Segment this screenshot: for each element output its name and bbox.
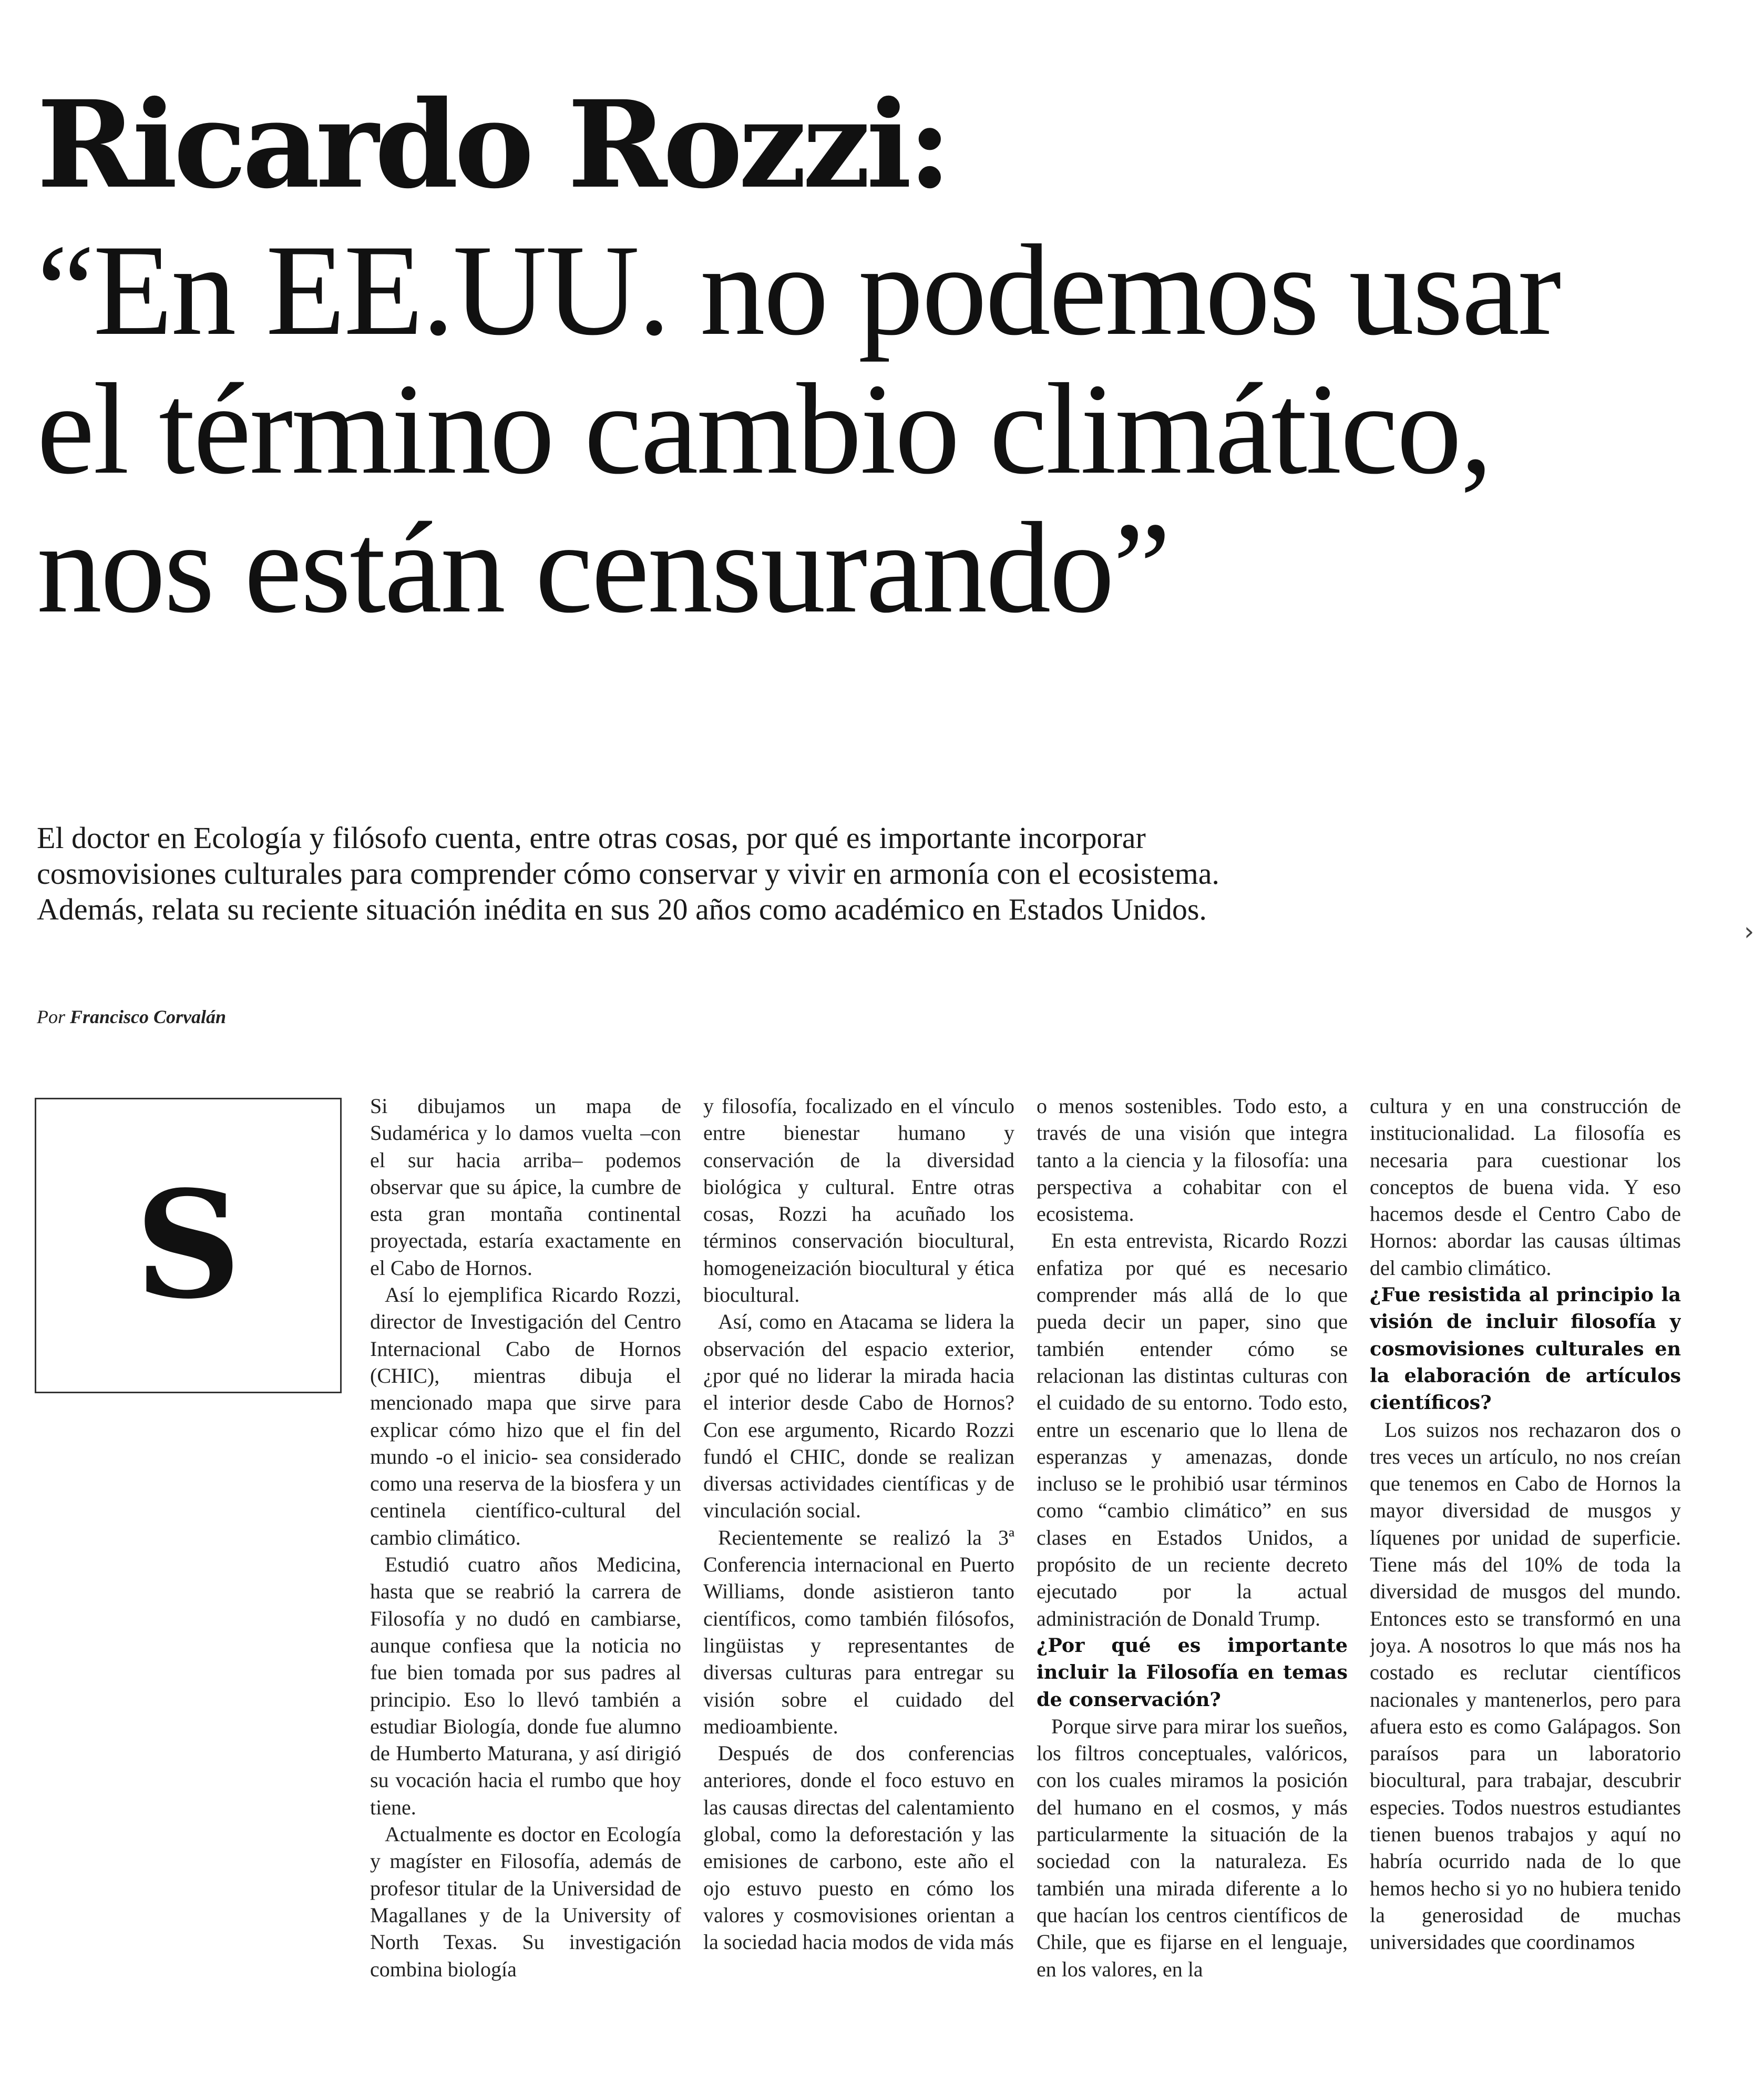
article-column-2 [703, 1093, 1014, 2076]
section-logo-box [35, 1098, 342, 1393]
body-paragraph: o menos sostenibles. Todo esto, a través de una visión que integra tanto a la ciencia y la filosofía: una perspectiva a cohabitar con el ecosistema. [1037, 1094, 1348, 1226]
body-paragraph: Si dibujamos un mapa de Sudamérica y lo damos vuelta –con el sur hacia arriba– podemos observar que su ápice, la cumbre de esta gran montaña continental proyectada, estaría exactamente en el Cabo de Hornos. [370, 1094, 681, 1280]
body-paragraph: Después de dos conferencias anteriores, donde el foco estuvo en las causas directas del calentamiento global, como la deforestación y las emisiones de carbono, este año el ojo estuvo puesto en cómo los valores y cosmovisiones orientan a la sociedad hacia modos de vida más [703, 1741, 1014, 1954]
body-paragraph: cultura y en una construcción de institucionalidad. La filosofía es necesaria para cuestionar los conceptos de buena vida. Y eso hacemos desde el Centro Cabo de Hornos: abordar las causas últimas del cambio climático. [1370, 1094, 1681, 1280]
body-paragraph: Actualmente es doctor en Ecología y magíster en Filosofía, además de profesor titular de la Universidad de Magallanes y de la University of North Texas. Su investigación combina biología [370, 1822, 681, 1981]
article-column-4 [1370, 1093, 1681, 2076]
body-paragraph: Estudió cuatro años Medicina, hasta que se reabrió la carrera de Filosofía y no dudó en cambiarse, aunque confiesa que la noticia no fue bien tomada por sus padres al principio. Eso lo llevó también a estudiar Biología, donde fue alumno de Humberto Maturana, y así dirigió su vocación hacia el rumbo que hoy tiene. [370, 1553, 681, 1819]
body-paragraph: En esta entrevista, Ricardo Rozzi enfatiza por qué es necesario comprender más allá de lo que pueda decir un paper, sino que también entender cómo se relacionan las distintas culturas con el cuidado de su entorno. Todo esto, entre un escenario que lo llena de esperanzas y amenazas, donde incluso se le prohibió usar términos como “cambio climático” en sus clases en Estados Unidos, a propósito de un reciente decreto ejecutado por la actual administración de Donald Trump. [1037, 1229, 1348, 1630]
byline-prefix: Por [37, 1006, 65, 1027]
body-paragraph: Recientemente se realizó la 3ª Conferencia internacional en Puerto Williams, donde asistieron tanto científicos, como también filósofos, lingüistas y representantes de diversas culturas para entregar su visión sobre el cuidado del medioambiente. [703, 1525, 1014, 1738]
article-column-3 [1037, 1093, 1348, 2076]
headline-name: Ricardo Rozzi: [37, 74, 948, 215]
section-logo-letter: S [135, 1159, 242, 1332]
byline-author: Francisco Corvalán [70, 1006, 227, 1027]
article-column-1 [370, 1093, 681, 2076]
chevron-right-icon[interactable]: › [1744, 917, 1755, 946]
interview-question: ¿Fue resistida al principio la visión de incluir filosofía y cosmovisiones culturales en la elaboración de artículos científicos? [1370, 1283, 1681, 1414]
body-paragraph: Así, como en Atacama se lidera la observación del espacio exterior, ¿por qué no liderar la mirada hacia el interior desde Cabo de Hornos? Con ese argumento, Ricardo Rozzi fundó el CHIC, donde se realizan diversas actividades científicas y de vinculación social. [703, 1310, 1014, 1523]
body-paragraph: Porque sirve para mirar los sueños, los filtros conceptuales, valóricos, con los cuales miramos la posición del humano en el cosmos, y más particularmente la situación de la sociedad con la naturaleza. Es también una mirada diferente a lo que hacían los centros científicos de Chile, que es fijarse en el lenguaje, en los valores, en la [1037, 1714, 1348, 1981]
headline-quote: “En EE.UU. no podemos usar el término cambio climático, nos están censurando” [37, 218, 1560, 640]
body-paragraph: Así lo ejemplifica Ricardo Rozzi, director de Investigación del Centro Internacional Cabo de Hornos (CHIC), mientras dibuja el mencionado mapa que sirve para explicar cómo hizo que el fin del mundo -o el inicio- sea considerado como una reserva de la biosfera y un centinela científico-cultural del cambio climático. [370, 1283, 681, 1549]
article-dek: El doctor en Ecología y filósofo cuenta, entre otras cosas, por qué es importante incorporar cosmovisiones culturales para comprender cómo conservar y vivir en armonía con el ecosistema. Además, relata su reciente situación inédita en sus 20 años como académico en Estados Unidos. [37, 821, 1219, 926]
body-paragraph: Los suizos nos rechazaron dos o tres veces un artículo, no nos creían que tenemos en Cabo de Hornos la mayor diversidad de musgos y líquenes por unidad de superficie. Tiene más del 10% de toda la diversidad de musgos del mundo. Entonces esto se transformó en una joya. A nosotros lo que más nos ha costado es reclutar científicos nacionales y mantenerlos, pero para afuera esto es como Galápagos. Son paraísos para un laboratorio biocultural, para trabajar, descubrir especies. Todos nuestros estudiantes tienen buenos trabajos y aquí no habría ocurrido nada de lo que hemos hecho si yo no hubiera tenido la generosidad de muchas universidades que coordinamos [1370, 1417, 1681, 1954]
byline [37, 1005, 226, 1028]
interview-question: ¿Por qué es importante incluir la Filosofía en temas de conservación? [1037, 1634, 1348, 1711]
body-paragraph: y filosofía, focalizado en el vínculo entre bienestar humano y conservación de la diversidad biológica y cultural. Entre otras cosas, Rozzi ha acuñado los términos conservación biocultural, homogeneización biocultural y ética biocultural. [703, 1094, 1014, 1307]
